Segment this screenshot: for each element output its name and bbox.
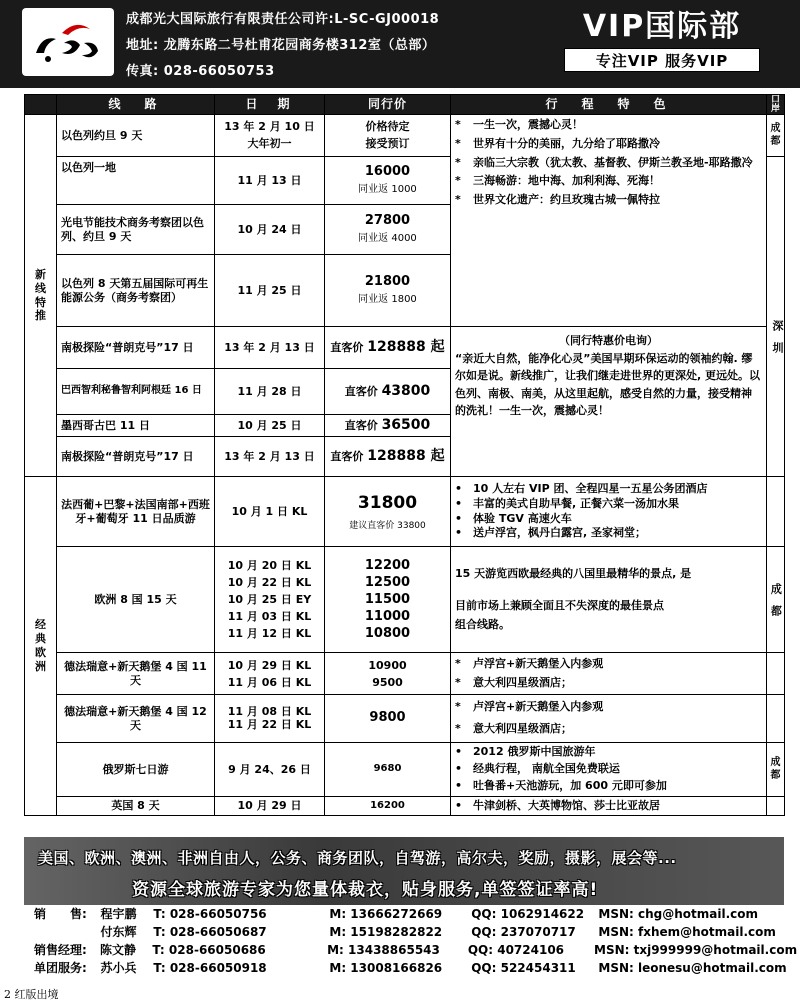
header-spacer — [25, 95, 57, 115]
route-price: 价格待定 接受预订 — [325, 115, 451, 157]
features-dfry12: * 卢浮宫+新天鹅堡入内参观 * 意大利四星级酒店； — [451, 695, 767, 743]
header-route: 线 路 — [57, 95, 215, 115]
route-price: 直客价 43800 — [325, 369, 451, 415]
logo-icon — [28, 13, 108, 71]
table-row — [25, 477, 785, 547]
route-name: 俄罗斯七日游 — [57, 743, 215, 797]
port-city-sz: 深 圳 — [767, 157, 785, 477]
table-row — [25, 797, 785, 816]
company-name: 成都光大国际旅行有限责任公司许:L-SC-GJ00018 — [126, 12, 440, 27]
route-name: 巴西智利秘鲁智利阿根廷 16 日 — [57, 369, 215, 415]
route-price: 直客价 128888 起 — [325, 327, 451, 369]
features-fr-es: • 10 人左右 VIP 团、全程四星一五星公务团酒店 • 丰富的美式自助早餐, 正餐六菜一汤加水果 • 体验 TGV 高速火车 • 送卢浮宫，枫丹白露宫, 圣家祠堂； — [451, 477, 767, 547]
port-city: 成 都 — [767, 547, 785, 653]
table-row — [25, 327, 785, 369]
route-date: 11 月 13 日 — [215, 157, 325, 205]
header-port: 口岸 — [767, 95, 785, 115]
port-city-empty — [767, 695, 785, 743]
route-price: 直客价 128888 起 — [325, 437, 451, 477]
port-city-empty — [767, 797, 785, 816]
route-name: 法西葡+巴黎+法国南部+西班牙+葡萄牙 11 日品质游 — [57, 477, 215, 547]
route-price: 27800 同业返 4000 — [325, 205, 451, 255]
features-dfry11: * 卢浮宫+新天鹅堡入内参观 * 意大利四星级酒店； — [451, 653, 767, 695]
table-row — [25, 653, 785, 695]
port-city: 成都 — [767, 115, 785, 157]
header — [0, 0, 800, 88]
route-price: 21800 同业返 1800 — [325, 255, 451, 327]
features-polar: （同行特惠价电询） “亲近大自然，能净化心灵”美国早期环保运动的领袖约翰. 缪尔如是说。新线推广，让我们继走进世界的更深处, 更远处。以色列、南极、南美，从这里起航，感受自然的力量，接受精神的洗礼！一生一次，震撼心灵！ — [451, 327, 767, 477]
route-date: 10 月 24 日 — [215, 205, 325, 255]
table-row — [25, 695, 785, 743]
port-city-empty — [767, 477, 785, 547]
route-date: 13 年 2 月 10 日 大年初一 — [215, 115, 325, 157]
route-prices: 12200 12500 11500 11000 10800 — [325, 547, 451, 653]
vip-slogan: 专注VIP 服务VIP — [564, 48, 760, 72]
route-price: 16000 同业返 1000 — [325, 157, 451, 205]
route-price: 16200 — [325, 797, 451, 816]
route-name: 德法瑞意+新天鹅堡 4 国 12 天 — [57, 695, 215, 743]
route-price: 31800 建议直客价 33800 — [325, 477, 451, 547]
category-classic: 经典欧洲 — [25, 477, 57, 816]
vip-title: VIP国际部 — [582, 9, 742, 44]
contact-list — [34, 905, 798, 977]
contact-row: 销售经理: 陈文静 T: 028-66050686 M: 13438865543 QQ: 40724106 MSN: txj999999@hotmail.com — [34, 943, 798, 957]
route-name: 英国 8 天 — [57, 797, 215, 816]
header-date: 日 期 — [215, 95, 325, 115]
port-city-empty — [767, 653, 785, 695]
features-russia: • 2012 俄罗斯中国旅游年 • 经典行程， 南航全国免费联运 • 吐鲁番+天池游玩，加 600 元即可参加 — [451, 743, 767, 797]
route-date: 9 月 24、26 日 — [215, 743, 325, 797]
route-name: 墨西哥古巴 11 日 — [57, 415, 215, 437]
promo-banner — [24, 837, 784, 905]
port-city: 成都 — [767, 743, 785, 797]
banner-services: 美国、欧洲、澳洲、非洲自由人，公务、商务团队，自驾游，高尔夫，奖励，摄影，展会等... — [38, 849, 677, 867]
page-footer: 2 红版出境 — [4, 988, 59, 1000]
route-dates: 10 月 29 日 KL 11 月 06 日 KL — [215, 653, 325, 695]
contact-row: 单团服务: 苏小兵 T: 028-66050918 M: 13008166826 QQ: 522454311 MSN: leonesu@hotmail.com — [34, 961, 787, 975]
vip-badge — [556, 10, 768, 76]
route-date: 10 月 25 日 — [215, 415, 325, 437]
company-fax: 传真: 028-66050753 — [126, 64, 275, 79]
contact-row: 付东辉 T: 028-66050687 M: 15198282822 QQ: 237070717 MSN: fxhem@hotmail.com — [100, 925, 776, 939]
features-israel: * 一生一次，震撼心灵！ * 世界有十分的美丽，九分给了耶路撒冷 * 亲临三大宗教（犹太教、基督教、伊斯兰教圣地-耶路撒冷 * 三海畅游：地中海、加利利海、死海！ * 世界文化遗产：约旦玫瑰古城一佩特拉 — [451, 115, 767, 327]
route-date: 13 年 2 月 13 日 — [215, 327, 325, 369]
features-eu15: 15 天游览西欧最经典的八国里最精华的景点, 是 目前市场上兼顾全面且不失深度的最佳景点 组合线路。 — [451, 547, 767, 653]
route-name: 南极探险“普朗克号”17 日 — [57, 327, 215, 369]
table-header — [25, 95, 785, 115]
route-date: 10 月 1 日 KL — [215, 477, 325, 547]
route-name: 以色列 8 天第五届国际可再生能源公务（商务考察团） — [57, 255, 215, 327]
route-date: 11 月 25 日 — [215, 255, 325, 327]
table-row — [25, 547, 785, 653]
banner-slogan: 资源全球旅游专家为您量体裁衣，贴身服务,单签签证率高! — [132, 880, 599, 900]
company-logo — [22, 8, 114, 76]
route-price: 直客价 36500 — [325, 415, 451, 437]
category-new: 新线特推 — [25, 115, 57, 477]
route-name: 以色列约旦 9 天 — [57, 115, 215, 157]
features-uk: • 牛津剑桥、大英博物馆、莎士比亚故居 — [451, 797, 767, 816]
route-date: 13 年 2 月 13 日 — [215, 437, 325, 477]
route-dates: 10 月 20 日 KL 10 月 22 日 KL 10 月 25 日 EY 11 月 03 日 KL 11 月 12 日 KL — [215, 547, 325, 653]
route-name: 以色列一地 — [57, 157, 215, 205]
route-dates: 11 月 08 日 KL 11 月 22 日 KL — [215, 695, 325, 743]
company-address: 地址: 龙腾东路二号杜甫花园商务楼312室（总部） — [126, 38, 436, 53]
table-row — [25, 115, 785, 157]
route-price: 9800 — [325, 695, 451, 743]
route-prices: 10900 9500 — [325, 653, 451, 695]
contact-row: 销 售: 程宇鹏 T: 028-66050756 M: 13666272669 QQ: 1062914622 MSN: chg@hotmail.com — [34, 907, 758, 921]
route-name: 德法瑞意+新天鹅堡 4 国 11 天 — [57, 653, 215, 695]
route-date: 10 月 29 日 — [215, 797, 325, 816]
route-table — [24, 94, 785, 816]
route-date: 11 月 28 日 — [215, 369, 325, 415]
route-name: 欧洲 8 国 15 天 — [57, 547, 215, 653]
header-price: 同行价 — [325, 95, 451, 115]
header-features: 行 程 特 色 — [451, 95, 767, 115]
route-name: 光电节能技术商务考察团以色列、约旦 9 天 — [57, 205, 215, 255]
route-price: 9680 — [325, 743, 451, 797]
route-name: 南极探险“普朗克号”17 日 — [57, 437, 215, 477]
table-row — [25, 743, 785, 797]
